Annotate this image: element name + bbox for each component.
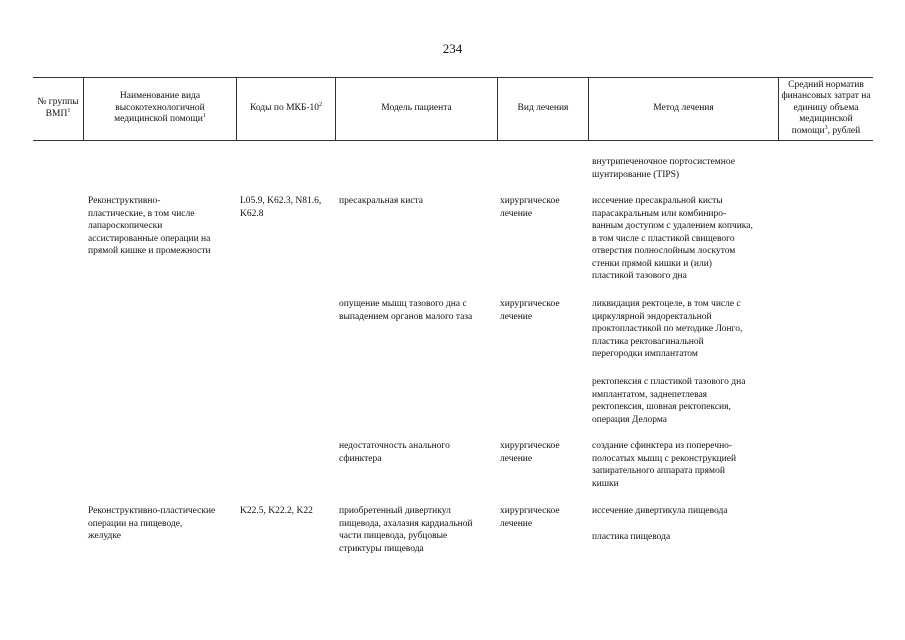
method-cell: внутрипеченочное портосистемное шунтирование (TIPS) bbox=[592, 157, 735, 180]
header-treatment-method: Метод лечения bbox=[653, 102, 714, 113]
page-number: 234 bbox=[442, 41, 463, 56]
care-type-cell: Реконструктивно- пластические, в том числе лапароскопически ассистированные операции на прямой кишке и промежности bbox=[88, 196, 211, 256]
treatment-type-cell: хирургическое лечение bbox=[500, 299, 560, 322]
patient-model-cell: пресакральная киста bbox=[339, 196, 424, 206]
header-icd-codes: Коды по МКБ-$10^2$ bbox=[249, 101, 323, 113]
method-cell: пластика пищевода bbox=[592, 532, 671, 542]
treatment-type-cell: хирургическое лечение bbox=[500, 196, 560, 219]
icd-codes-cell: L05.9, K62.3, N81.6, K62.8 bbox=[240, 196, 322, 219]
care-type-cell: Реконструктивно-пластические операции на пищеводе, желудке bbox=[88, 506, 216, 541]
header-treatment-type: Вид лечения bbox=[517, 102, 569, 113]
header-group: № группы ВМП$^1$ bbox=[37, 97, 79, 119]
method-cell: создание сфинктера из поперечно- полосатых мышц с реконструкцией запирательного аппарата прямой кишки bbox=[592, 441, 737, 489]
method-cell: иссечение дивертикула пищевода bbox=[592, 506, 728, 516]
method-cell: ликвидация ректоцеле, в том числе с циркулярной эндоректальной проктопластикой по методике Лонго, пластика ректовагинальной перегородки имплантатом bbox=[592, 299, 743, 359]
patient-model-cell: приобретенный дивертикул пищевода, ахалазия кардиальной части пищевода, рубцовые стриктуры пищевода bbox=[339, 506, 473, 554]
method-cell: иссечение пресакральной кисты парасакральным или комбиниро- ванным доступом с удалением копчика, в том числе с пластикой свищевого отверстия полнослойным лоскутом стенки прямой кишки и (или) пластикой тазового дна bbox=[592, 196, 753, 281]
patient-model-cell: опущение мышц тазового дна с выпадением органов малого таза bbox=[339, 299, 473, 322]
method-cell: ректопексия с пластикой тазового дна имплантатом, заднепетлевая ректопексия, шовная ректопексия, операция Делорма bbox=[592, 377, 746, 425]
treatment-type-cell: хирургическое лечение bbox=[500, 441, 560, 464]
header-care-type: Наименование вида высокотехнологичной медицинской помощи$^1$ bbox=[114, 91, 206, 125]
header-patient-model: Модель пациента bbox=[381, 102, 452, 113]
header-average-cost: Средний норматив финансовых затрат на единицу объема медицинской помощи$^3$, рублей bbox=[781, 79, 871, 136]
treatment-type-cell: хирургическое лечение bbox=[500, 506, 560, 529]
header-bottom-rule bbox=[33, 140, 873, 141]
patient-model-cell: недостаточность анального сфинктера bbox=[339, 441, 450, 464]
icd-codes-cell: K22.5, K22.2, K22 bbox=[240, 506, 313, 516]
